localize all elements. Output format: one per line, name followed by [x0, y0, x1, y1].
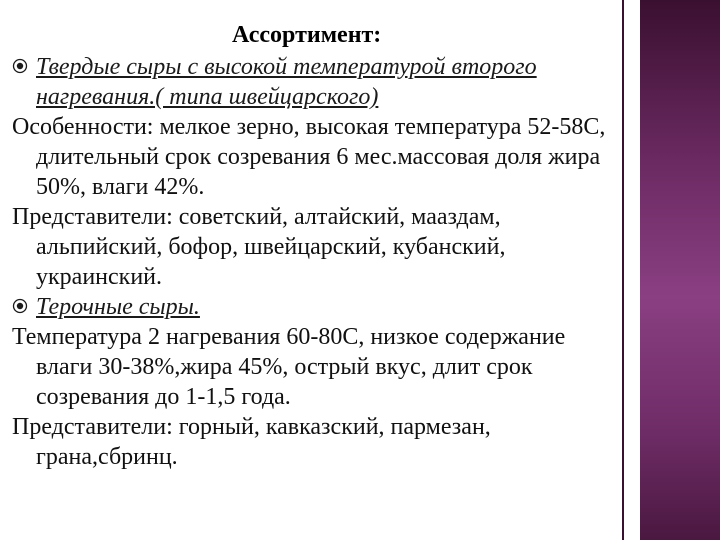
- list-item-text: Особенности: мелкое зерно, высокая температура 52-58С, длительный срок созревания 6 мес.массовая доля жира 50%, влаги 42%.: [12, 114, 606, 200]
- list-item-representatives-2: [12, 412, 612, 472]
- list-item-text: Представители: горный, кавказский, пармезан, грана,сбринц.: [12, 414, 491, 470]
- target-bullet-icon: [12, 58, 28, 74]
- list-item-temperature: [12, 322, 612, 412]
- slide-content: [12, 52, 612, 472]
- list-item-text: Твердые сыры с высокой температурой второго нагревания.( типа швейцарского): [36, 54, 537, 110]
- list-item-text: Представители: советский, алтайский, мааздам, альпийский, бофор, швейцарский, кубанский, украинский.: [12, 204, 506, 290]
- slide-title: Ассортимент:: [232, 22, 382, 48]
- side-divider-line: [622, 0, 624, 540]
- target-bullet-icon: [12, 298, 28, 314]
- side-decorative-band: [640, 0, 720, 540]
- list-item-hard-cheeses: [12, 52, 612, 112]
- list-item-grated-cheeses: [12, 292, 612, 322]
- list-item-text: Терочные сыры.: [36, 294, 200, 320]
- side-gap: [627, 0, 640, 540]
- list-item-text: Температура 2 нагревания 60-80С, низкое содержание влаги 30-38%,жира 45%, острый вкус, длит срок созревания до 1-1,5 года.: [12, 324, 566, 410]
- list-item-features: [12, 112, 612, 202]
- list-item-representatives: [12, 202, 612, 292]
